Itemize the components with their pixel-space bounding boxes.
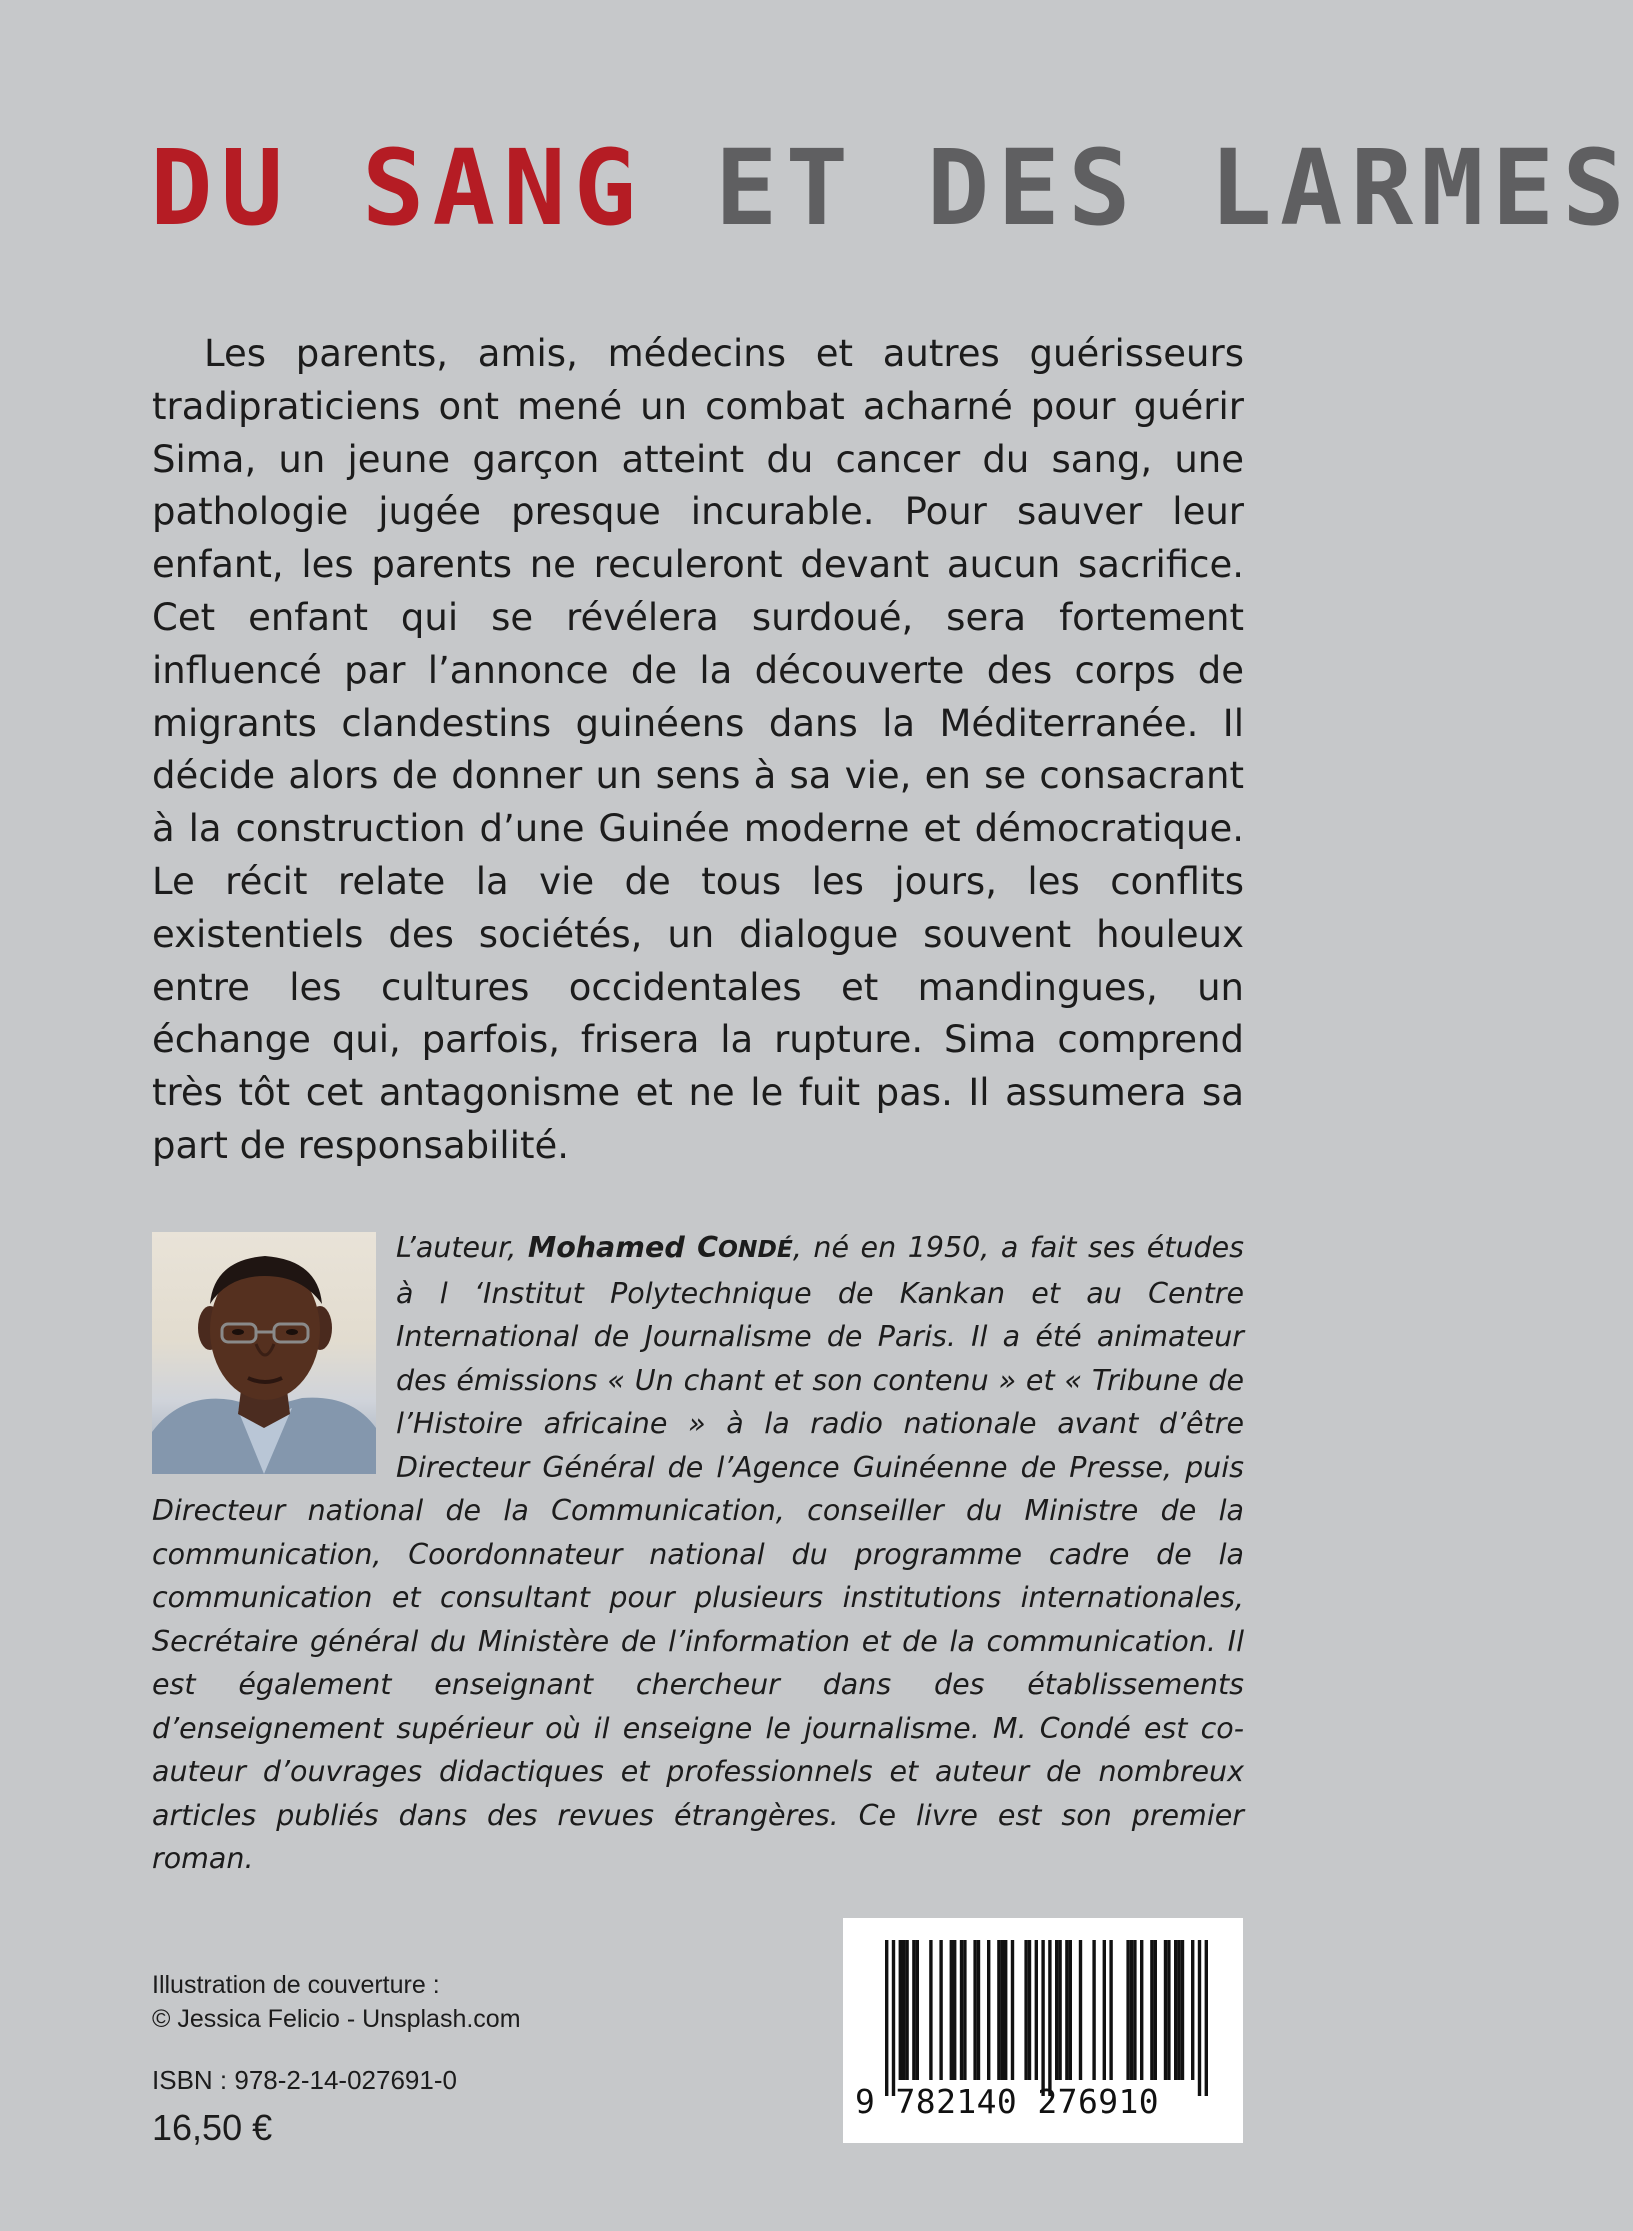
barcode-bar <box>912 1940 915 2080</box>
barcode-bar <box>1011 1940 1014 2080</box>
author-bio-prefix: L’auteur, <box>396 1231 528 1264</box>
barcode-bar <box>977 1940 980 2080</box>
barcode-bar <box>1198 1940 1201 2096</box>
credit-source: © Jessica Felicio - Unsplash.com <box>152 2005 521 2033</box>
barcode-bar <box>1174 1940 1177 2080</box>
barcode-bar <box>885 1940 888 2096</box>
barcode-bar <box>960 1940 963 2080</box>
barcode-bar <box>1058 1940 1061 2080</box>
barcode <box>843 1918 1243 2143</box>
author-bio-text: , né en 1950, a fait ses études à l ‘Institut Polytechnique de Kankan et au Centre International de Journalisme de Paris. Il a été animateur des émissions « Un chant et son contenu » et « Tribune de l’Histoire africaine » à la radio nationale avant d’être Directeur Général de l’Agence Guinéenne de Presse, puis Directeur national de la Communication, conseiller du Ministre de la communication, Coordonnateur national du programme cadre de la communication et consultant pour plusieurs institutions internationales, Secrétaire général du Ministère de l’information et de la communication. Il est également enseignant chercheur dans des établissements d’enseignement supérieur où il enseigne le journalisme. M. Condé est co-auteur d’ouvrages didactiques et professionnels et auteur de nombreux articles publiés dans des revues étrangères. Ce livre est son premier roman. <box>152 1231 1244 1875</box>
cover-credit <box>152 1968 632 2036</box>
barcode-bar <box>1092 1940 1095 2080</box>
barcode-bar <box>1191 1940 1194 2080</box>
title-part-red: DU SANG <box>150 127 645 249</box>
barcode-bar <box>997 1940 1000 2080</box>
barcode-bar <box>902 1940 905 2080</box>
author-name <box>528 1231 793 1264</box>
book-title <box>150 127 1633 249</box>
barcode-bar <box>1177 1940 1180 2080</box>
barcode-bar <box>1126 1940 1129 2080</box>
barcode-bar <box>1065 1940 1068 2080</box>
barcode-bar <box>1133 1940 1136 2080</box>
author-name-rest: ONDÉ <box>718 1235 793 1263</box>
barcode-bar <box>1048 1940 1051 2096</box>
barcode-bar <box>1164 1940 1167 2080</box>
barcode-bar <box>973 1940 976 2080</box>
barcode-bar <box>892 1940 895 2096</box>
barcode-bar <box>899 1940 902 2080</box>
isbn: ISBN : 978-2-14-027691-0 <box>152 2065 457 2095</box>
barcode-bar <box>1205 1940 1208 2096</box>
barcode-bar <box>963 1940 966 2080</box>
author-name-initial: C <box>697 1231 719 1264</box>
barcode-bar <box>1140 1940 1143 2080</box>
barcode-bar <box>1069 1940 1072 2080</box>
barcode-bar <box>1154 1940 1157 2080</box>
barcode-bar <box>1109 1940 1112 2080</box>
barcode-bar <box>950 1940 953 2080</box>
barcode-bar <box>1035 1940 1038 2080</box>
barcode-bar <box>1024 1940 1027 2080</box>
barcode-digits: 9 782140 276910 <box>855 2082 1160 2121</box>
author-bio <box>152 1226 1244 1881</box>
barcode-bar <box>1130 1940 1133 2080</box>
barcode-bar <box>905 1940 908 2080</box>
photo-spacer <box>152 1226 396 1476</box>
barcode-bar <box>953 1940 956 2080</box>
barcode-bar <box>1001 1940 1004 2080</box>
credit-label: Illustration de couverture : <box>152 1971 440 1999</box>
barcode-bar <box>1103 1940 1106 2080</box>
price: 16,50 € <box>152 2107 273 2148</box>
barcode-bar <box>929 1940 932 2080</box>
book-summary: Les parents, amis, médecins et autres guérisseurs tradipraticiens ont mené un combat acharné pour guérir Sima, un jeune garçon atteint du cancer du sang, une pathologie jugée presque incurable. Pour sauver leur enfant, les parents ne reculeront devant aucun sacrifice. Cet enfant qui se révélera surdoué, sera fortement influencé par l’annonce de la découverte des corps de migrants clandestins guinéens dans la Méditerranée. Il décide alors de donner un sens à sa vie, en se consacrant à la construction d’une Guinée moderne et démocratique. Le récit relate la vie de tous les jours, les conflits existentiels des sociétés, un dialogue souvent houleux entre les cultures occidentales et mandingues, un échange qui, parfois, frisera la rupture. Sima comprend très tôt cet antagonisme et ne le fuit pas. Il assumera sa part de responsabilité. <box>152 332 1244 1167</box>
barcode-bar <box>1028 1940 1031 2080</box>
title-part-grey: ET DES LARMES <box>714 127 1633 249</box>
barcode-bar <box>939 1940 942 2080</box>
barcode-bar <box>1079 1940 1082 2080</box>
barcode-bar <box>1055 1940 1058 2080</box>
barcode-bar <box>916 1940 919 2080</box>
barcode-bar <box>1041 1940 1044 2096</box>
barcode-bar <box>1150 1940 1153 2080</box>
barcode-bar <box>987 1940 990 2080</box>
author-name-first: Mohamed <box>527 1231 698 1264</box>
barcode-bar <box>1181 1940 1184 2080</box>
barcode-bar <box>1167 1940 1170 2080</box>
barcode-bar <box>1004 1940 1007 2080</box>
